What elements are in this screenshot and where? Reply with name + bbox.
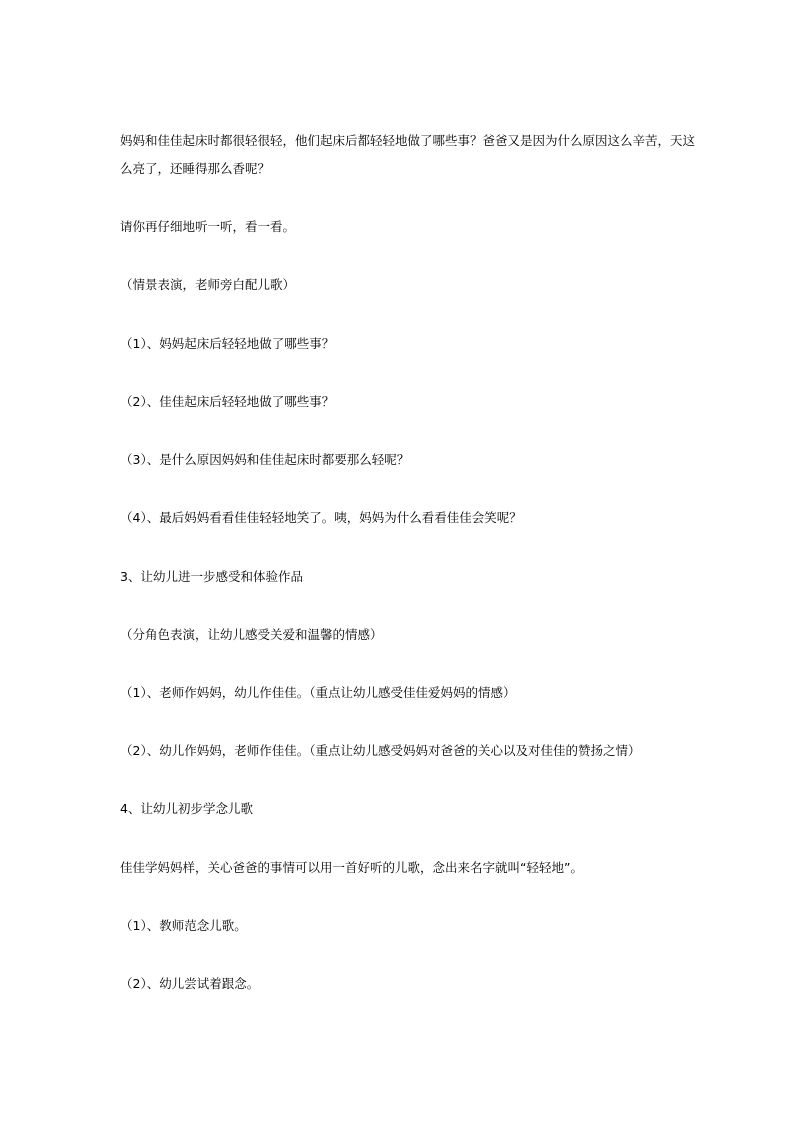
- paragraph-question-4: [120, 504, 680, 532]
- paragraph-role-2: [120, 737, 680, 765]
- paragraph-rhyme-intro: [120, 854, 680, 882]
- paragraph-question-1: [120, 330, 680, 358]
- text-line: （4）、最后妈妈看看佳佳轻轻地笑了。咦，妈妈为什么看看佳佳会笑呢？: [120, 510, 522, 525]
- text-line: （1）、教师范念儿歌。: [120, 918, 247, 933]
- paragraph-step-1: [120, 912, 680, 940]
- paragraph-intro-question: [120, 127, 696, 183]
- text-line: 么亮了，还睡得那么香呢？: [120, 161, 271, 176]
- paragraph-listen-prompt: [120, 213, 680, 241]
- paragraph-question-2: [120, 388, 680, 416]
- paragraph-question-3: [120, 446, 680, 474]
- text-line: 3、让幼儿进一步感受和体验作品: [120, 569, 303, 584]
- text-line: 请你再仔细地听一听，看一看。: [120, 219, 296, 234]
- paragraph-scene-note: [120, 271, 680, 299]
- text-line: 佳佳学妈妈样，关心爸爸的事情可以用一首好听的儿歌，念出来名字就叫“轻轻地”。: [120, 860, 583, 875]
- text-line: （分角色表演，让幼儿感受关爱和温馨的情感）: [120, 627, 383, 642]
- section-heading-4: [120, 795, 680, 823]
- text-line: （2）、幼儿尝试着跟念。: [120, 976, 260, 991]
- text-line: （2）、幼儿作妈妈，老师作佳佳。（重点让幼儿感受妈妈对爸爸的关心以及对佳佳的赞扬之情）: [120, 743, 641, 758]
- text-line: （3）、是什么原因妈妈和佳佳起床时都要那么轻呢？: [120, 452, 410, 467]
- text-line: （2）、佳佳起床后轻轻地做了哪些事？: [120, 394, 335, 409]
- paragraph-role-play-note: [120, 621, 680, 649]
- text-line: 4、让幼儿初步学念儿歌: [120, 801, 253, 816]
- text-line: （1）、老师作妈妈，幼儿作佳佳。（重点让幼儿感受佳佳爱妈妈的情感）: [120, 685, 516, 700]
- text-line: 妈妈和佳佳起床时都很轻很轻，他们起床后都轻轻地做了哪些事？爸爸又是因为什么原因这么辛苦，天这: [120, 133, 696, 148]
- paragraph-step-2: [120, 970, 680, 998]
- text-line: （1）、妈妈起床后轻轻地做了哪些事？: [120, 336, 335, 351]
- text-line: （情景表演，老师旁白配儿歌）: [120, 277, 296, 292]
- paragraph-role-1: [120, 679, 680, 707]
- section-heading-3: [120, 563, 680, 591]
